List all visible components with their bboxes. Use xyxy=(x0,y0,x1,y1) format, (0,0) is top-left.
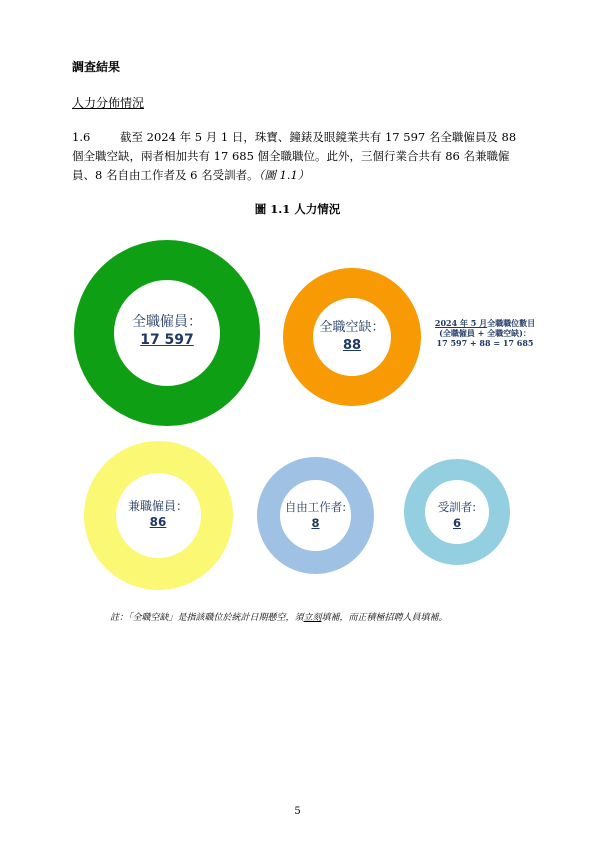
page-number: 5 xyxy=(294,806,301,817)
ring-value: 88 xyxy=(342,338,362,353)
ring-label-text: 受訓者: xyxy=(437,500,477,514)
ring-label-text: 兼職僱員： xyxy=(127,499,188,513)
paragraph-number: 1.6 xyxy=(72,130,91,144)
section-title: 調查結果 xyxy=(72,60,121,74)
ring-value: 8 xyxy=(311,516,320,530)
note-formula-label: (全職僱員 + 全職空缺)： xyxy=(439,328,531,338)
ring-label-text: 自由工作者: xyxy=(284,500,347,514)
figure-reference: （圖 1.1） xyxy=(258,168,310,182)
ring-label-trainees xyxy=(420,499,494,531)
footnote: 註：「全職空缺」是指該職位於統計日期懸空，須立刻填補，而正積極招聘人員填補。 xyxy=(110,613,448,623)
total-jobs-note xyxy=(430,318,540,348)
footnote-emphasis: 立刻 xyxy=(303,613,322,623)
ring-label-part-time-employees xyxy=(113,498,203,530)
paragraph-text: 截至 2024 年 5 月 1 日，珠寶、鐘錶及眼鏡業共有 17 597 名全職僱員及 88 個全職空缺，兩者相加共有 17 685 個全職職位。此外，三個行業合共有 86 名兼職僱員、8 名自由工作者及 6 名受訓者。 xyxy=(72,130,517,182)
ring-value: 17 597 xyxy=(140,332,194,348)
note-date: 2024 年 5 月 xyxy=(434,318,488,328)
ring-label-text: 全職空缺： xyxy=(319,320,385,335)
ring-label-full-time-vacancies xyxy=(306,319,398,355)
subsection-title: 人力分佈情況 xyxy=(72,96,145,110)
ring-value: 6 xyxy=(452,516,461,530)
ring-label-text: 全職僱員： xyxy=(132,314,202,330)
note-formula: 17 597 + 88 = 17 685 xyxy=(436,338,534,348)
figure-title: 圖 1.1 人力情況 xyxy=(254,202,341,216)
ring-label-freelancers xyxy=(276,499,355,531)
ring-label-full-time-employees xyxy=(114,313,220,349)
paragraph-1-6 xyxy=(72,128,527,185)
ring-value: 86 xyxy=(149,515,167,529)
note-title: 全職職位數目 xyxy=(487,318,536,328)
